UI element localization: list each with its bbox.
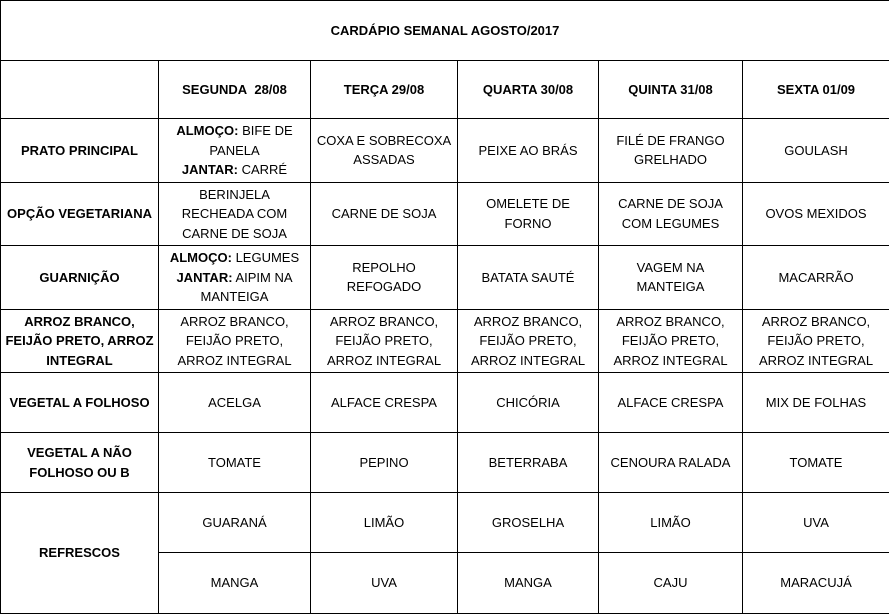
- row-prato-principal: [1, 119, 889, 183]
- menu-cell: CARNE DE SOJA: [311, 182, 458, 246]
- page-title: CARDÁPIO SEMANAL AGOSTO/2017: [1, 1, 889, 61]
- menu-cell: COXA E SOBRECOXA ASSADAS: [311, 119, 458, 183]
- menu-cell: MANGA: [458, 553, 599, 614]
- meal-value-jantar: CARRÉ: [242, 162, 288, 177]
- meal-label-jantar: JANTAR:: [176, 270, 232, 285]
- day-header-terca: TERÇA 29/08: [311, 61, 458, 119]
- row-vegetal-nao-folhoso: [1, 433, 889, 493]
- menu-cell: UVA: [311, 553, 458, 614]
- menu-cell: REPOLHO REFOGADO: [311, 246, 458, 310]
- menu-cell-guarnicao-segunda: [159, 246, 311, 310]
- row-arroz: [1, 309, 889, 373]
- menu-cell: MIX DE FOLHAS: [743, 373, 889, 433]
- meal-value-almoco: LEGUMES: [236, 250, 300, 265]
- menu-cell: PEPINO: [311, 433, 458, 493]
- row-label-vegetal-folhoso: VEGETAL A FOLHOSO: [1, 373, 159, 433]
- menu-cell: GUARANÁ: [159, 493, 311, 553]
- meal-label-almoco: ALMOÇO:: [170, 250, 232, 265]
- title-row: [1, 1, 889, 61]
- day-header-quarta: QUARTA 30/08: [458, 61, 599, 119]
- row-label-refrescos: REFRESCOS: [1, 493, 159, 614]
- row-guarnicao: [1, 246, 889, 310]
- menu-cell: ARROZ BRANCO, FEIJÃO PRETO, ARROZ INTEGRAL: [159, 309, 311, 373]
- menu-cell: BERINJELA RECHEADA COM CARNE DE SOJA: [159, 182, 311, 246]
- menu-cell: GROSELHA: [458, 493, 599, 553]
- menu-cell: CHICÓRIA: [458, 373, 599, 433]
- menu-cell: ARROZ BRANCO, FEIJÃO PRETO, ARROZ INTEGRAL: [458, 309, 599, 373]
- menu-cell: OMELETE DE FORNO: [458, 182, 599, 246]
- menu-cell: ALFACE CRESPA: [311, 373, 458, 433]
- menu-cell: BETERRABA: [458, 433, 599, 493]
- corner-cell: [1, 61, 159, 119]
- menu-cell-prato-segunda: [159, 119, 311, 183]
- menu-cell: CAJU: [599, 553, 743, 614]
- meal-value-jantar: AIPIM NA MANTEIGA: [201, 270, 293, 305]
- menu-cell: PEIXE AO BRÁS: [458, 119, 599, 183]
- menu-cell: ARROZ BRANCO, FEIJÃO PRETO, ARROZ INTEGRAL: [743, 309, 889, 373]
- menu-cell: VAGEM NA MANTEIGA: [599, 246, 743, 310]
- menu-cell: ALFACE CRESPA: [599, 373, 743, 433]
- meal-label-jantar: JANTAR:: [182, 162, 238, 177]
- row-label-arroz: ARROZ BRANCO, FEIJÃO PRETO, ARROZ INTEGRAL: [1, 309, 159, 373]
- menu-cell: LIMÃO: [311, 493, 458, 553]
- row-label-vegetal-nao-folhoso: VEGETAL A NÃO FOLHOSO OU B: [1, 433, 159, 493]
- menu-cell: ARROZ BRANCO, FEIJÃO PRETO, ARROZ INTEGRAL: [311, 309, 458, 373]
- menu-cell: MACARRÃO: [743, 246, 889, 310]
- header-row: [1, 61, 889, 119]
- row-opcao-vegetariana: [1, 182, 889, 246]
- menu-cell: ACELGA: [159, 373, 311, 433]
- row-label-guarnicao: GUARNIÇÃO: [1, 246, 159, 310]
- menu-cell: OVOS MEXIDOS: [743, 182, 889, 246]
- day-header-sexta: SEXTA 01/09: [743, 61, 889, 119]
- menu-cell: TOMATE: [159, 433, 311, 493]
- menu-cell: CENOURA RALADA: [599, 433, 743, 493]
- menu-cell: UVA: [743, 493, 889, 553]
- menu-cell: CARNE DE SOJA COM LEGUMES: [599, 182, 743, 246]
- meal-value-almoco: BIFE DE PANELA: [209, 123, 292, 158]
- day-header-quinta: QUINTA 31/08: [599, 61, 743, 119]
- menu-cell: GOULASH: [743, 119, 889, 183]
- row-vegetal-folhoso: [1, 373, 889, 433]
- menu-cell: MANGA: [159, 553, 311, 614]
- row-label-prato-principal: PRATO PRINCIPAL: [1, 119, 159, 183]
- menu-cell: TOMATE: [743, 433, 889, 493]
- row-refrescos-1: [1, 493, 889, 553]
- day-header-segunda: SEGUNDA 28/08: [159, 61, 311, 119]
- menu-cell: ARROZ BRANCO, FEIJÃO PRETO, ARROZ INTEGRAL: [599, 309, 743, 373]
- menu-cell: LIMÃO: [599, 493, 743, 553]
- meal-label-almoco: ALMOÇO:: [176, 123, 238, 138]
- row-label-opcao-vegetariana: OPÇÃO VEGETARIANA: [1, 182, 159, 246]
- menu-cell: FILÉ DE FRANGO GRELHADO: [599, 119, 743, 183]
- menu-cell: BATATA SAUTÉ: [458, 246, 599, 310]
- menu-cell: MARACUJÁ: [743, 553, 889, 614]
